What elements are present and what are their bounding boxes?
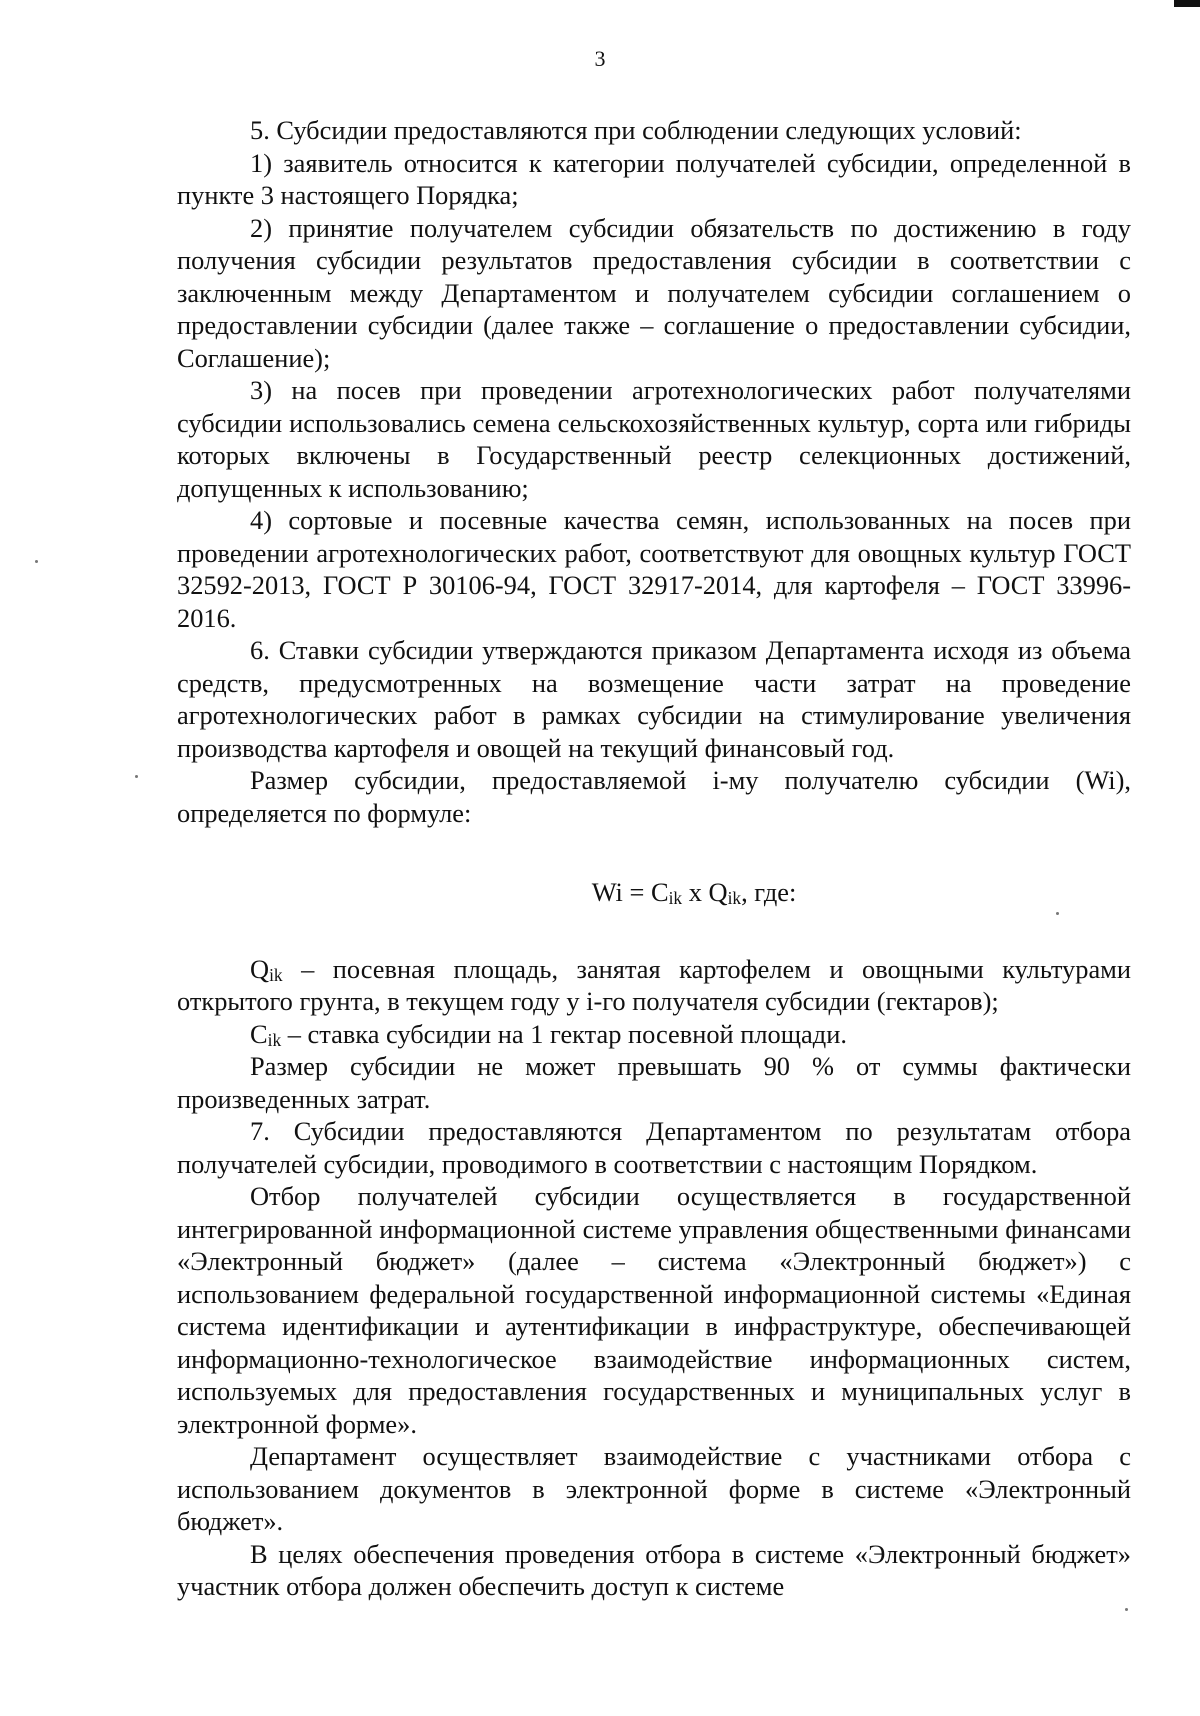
scan-speck — [1125, 1608, 1128, 1611]
formula-lhs: Wi = C — [591, 877, 669, 907]
paragraph-c-definition — [177, 1018, 1131, 1051]
paragraph-subsidy-limit: Размер субсидии не может превышать 90 % от суммы фактически произведенных затрат. — [177, 1051, 1131, 1114]
page-number: 3 — [594, 46, 606, 71]
paragraph-subsidy-size: Размер субсидии, предоставляемой i-му получателю субсидии (Wi), определяется по формуле: — [177, 765, 1131, 828]
document-body — [177, 114, 1131, 1603]
paragraph-access: В целях обеспечения проведения отбора в системе «Электронный бюджет» участник отбора должен обеспечить доступ к системе — [177, 1538, 1131, 1601]
paragraph-subsidy-rates: 6. Ставки субсидии утверждаются приказом Департамента исходя из объема средств, предусмотренных на возмещение части затрат на проведение агротехнологических работ в рамках субсидии на стимулирование увеличения производства картофеля и овощей на текущий финансовый год. — [177, 635, 1131, 763]
paragraph-condition-1: 1) заявитель относится к категории получателей субсидии, определенной в пункте 3 настоящего Порядка; — [177, 147, 1131, 210]
formula-sub-c: ik — [668, 888, 683, 909]
paragraph-q-definition — [177, 953, 1131, 1018]
q-symbol: Q — [250, 953, 270, 984]
c-subscript: ik — [267, 1029, 282, 1050]
formula — [177, 876, 1131, 909]
paragraph-electronic-budget: Отбор получателей субсидии осуществляется в государственной интегрированной информационной системе управления общественными финансами «Электронный бюджет» (далее – система «Электронный бюджет») с использованием федеральной государственной информационной системы «Единая система идентификации и аутентификации в инфраструктуре, обеспечивающей информационно-технологическое взаимодействие информационных систем, используемых для предоставления государственных и муниципальных услуг в электронной форме». — [177, 1181, 1131, 1439]
paragraph-condition-3: 3) на посев при проведении агротехнологических работ получателями субсидии использовались семена сельскохозяйственных культур, сорта или гибриды которых включены в Государственный реестр селекционных достижений, допущенных к использованию; — [177, 375, 1131, 503]
formula-sub-q: ik — [727, 888, 742, 909]
scan-corner-mark — [1174, 0, 1200, 7]
c-symbol: C — [250, 1018, 268, 1049]
q-subscript: ik — [269, 964, 283, 985]
paragraph-department-interaction: Департамент осуществляет взаимодействие с участниками отбора с использованием документов в электронной форме в системе «Электронный бюджет». — [177, 1441, 1131, 1536]
scan-speck — [1056, 912, 1059, 915]
q-definition-text: – посевная площадь, занятая картофелем и овощными культурами открытого грунта, в текущем году у i-го получателя субсидии (гектаров); — [177, 953, 1131, 1016]
paragraph-conditions-heading: 5. Субсидии предоставляются при соблюдении следующих условий: — [250, 115, 1022, 145]
c-definition-text: – ставка субсидии на 1 гектар посевной площади. — [281, 1018, 847, 1049]
paragraph-selection: 7. Субсидии предоставляются Департаментом по результатам отбора получателей субсидии, проводимого в соответствии с настоящим Порядком. — [177, 1116, 1131, 1179]
scan-speck — [35, 560, 38, 563]
formula-mid: х Q — [682, 877, 728, 907]
paragraph-condition-2: 2) принятие получателем субсидии обязательств по достижению в году получения субсидии результатов предоставления субсидии в соответствии с заключенным между Департаментом и получателем субсидии соглашением о предоставлении субсидии (далее также – соглашение о предоставлении субсидии, Соглашение); — [177, 212, 1131, 373]
paragraph-condition-4: 4) сортовые и посевные качества семян, использованных на посев при проведении агротехнологических работ, соответствуют для овощных культур ГОСТ 32592-2013, ГОСТ Р 30106-94, ГОСТ 32917-2014, для картофеля – ГОСТ 33996-2016. — [177, 505, 1131, 633]
formula-tail: , где: — [741, 877, 797, 907]
scan-speck — [135, 775, 138, 778]
